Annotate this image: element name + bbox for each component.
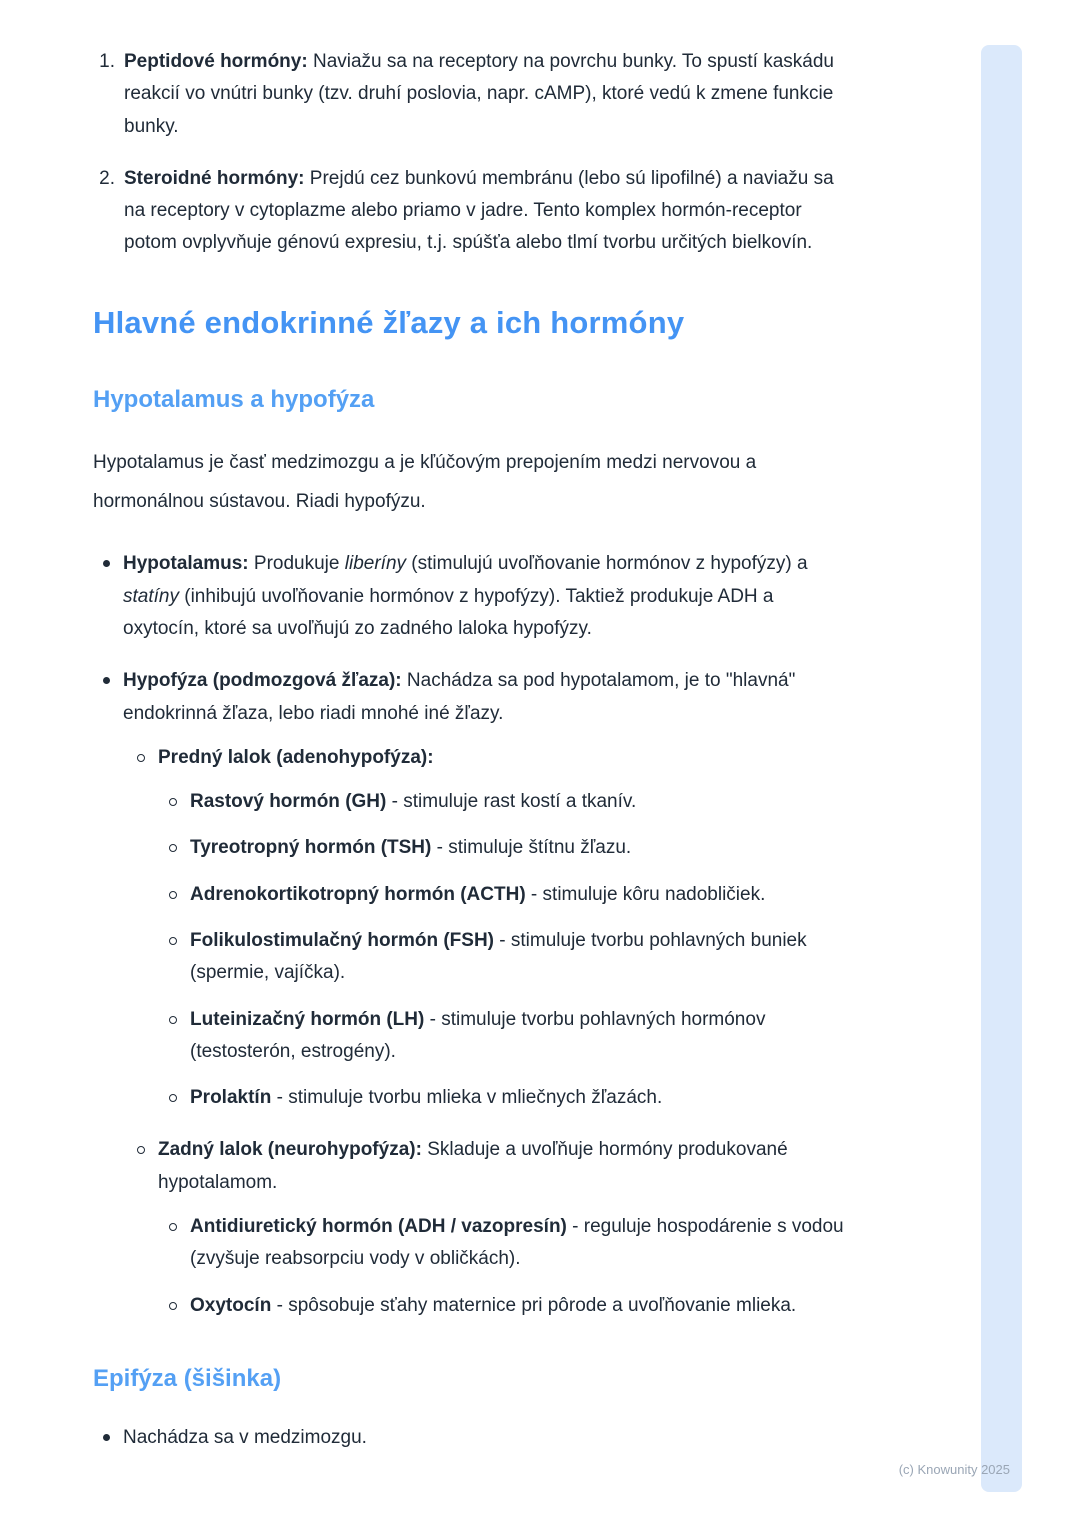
bold-term: Peptidové hormóny: bbox=[124, 51, 308, 72]
subsection-title-pineal: Epifýza (šišinka) bbox=[93, 1364, 282, 1392]
bold-term: Rastový hormón (GH) bbox=[190, 791, 387, 813]
italic-term: liberíny bbox=[344, 553, 407, 575]
bold-term: Predný lalok (adenohypofýza): bbox=[158, 746, 434, 768]
bullet-oxytocin bbox=[93, 1290, 852, 1322]
bullet-pituitary bbox=[93, 665, 852, 730]
text-segment: Skladuje a uvoľňuje hormóny produkované hypotalamom. bbox=[158, 1139, 788, 1193]
bullet-marker bbox=[137, 754, 145, 762]
bold-term: Folikulostimulačný hormón (FSH) bbox=[190, 929, 495, 951]
bold-term: Hypotalamus: bbox=[123, 553, 249, 575]
bold-term: Tyreotropný hormón (TSH) bbox=[190, 837, 432, 859]
bullet-prolactin bbox=[93, 1082, 852, 1114]
text-segment: - stimuluje štítnu žľazu. bbox=[431, 837, 632, 859]
glands-bullet-list bbox=[93, 548, 852, 1322]
list-number: 2. bbox=[99, 167, 115, 189]
footer-copyright: (c) Knowunity 2025 bbox=[898, 1462, 1010, 1477]
bullet-fsh bbox=[93, 925, 852, 990]
bold-term: Prolaktín bbox=[190, 1087, 272, 1109]
text-segment: (inhibujú uvoľňovanie hormónov z hypofýzy). Taktiež produkuje ADH a oxytocín, ktoré sa uvoľňujú zo zadného laloka hypofýzy. bbox=[123, 585, 774, 639]
bullet-text bbox=[190, 1082, 852, 1114]
numbered-item-text bbox=[124, 46, 852, 143]
text-segment: - stimuluje rast kostí a tkanív. bbox=[386, 791, 637, 813]
text-segment: - spôsobuje sťahy maternice pri pôrode a uvoľňovanie mlieka. bbox=[271, 1294, 797, 1316]
bullet-hypothalamus bbox=[93, 548, 852, 645]
bullet-marker bbox=[169, 891, 177, 899]
bullet-text bbox=[158, 1134, 852, 1199]
bullet-tsh bbox=[93, 832, 852, 864]
bullet-acth bbox=[93, 879, 852, 911]
bullet-text bbox=[190, 1211, 852, 1276]
text-segment: - stimuluje tvorbu mlieka v mliečnych žľazách. bbox=[271, 1087, 663, 1109]
bullet-marker bbox=[169, 1016, 177, 1024]
bullet-anterior-lobe bbox=[93, 742, 852, 774]
bullet-marker bbox=[169, 937, 177, 945]
bullet-adh bbox=[93, 1211, 852, 1276]
bullet-marker bbox=[169, 1223, 177, 1231]
bullet-gh bbox=[93, 786, 852, 818]
bold-term: Hypofýza (podmozgová žľaza): bbox=[123, 670, 402, 692]
bullet-pineal-location bbox=[93, 1422, 852, 1454]
text-segment: (stimulujú uvoľňovanie hormónov z hypofýzy) a bbox=[406, 553, 808, 575]
bullet-text: Nachádza sa v medzimozgu. bbox=[123, 1426, 367, 1448]
numbered-item-steroid-hormones bbox=[93, 163, 852, 260]
bullet-text bbox=[190, 879, 852, 911]
bold-term: Adrenokortikotropný hormón (ACTH) bbox=[190, 883, 526, 905]
bullet-text bbox=[190, 925, 852, 990]
bold-term: Steroidné hormóny: bbox=[124, 167, 305, 189]
bullet-text bbox=[190, 1290, 852, 1322]
text-segment: Naviažu sa na receptory na povrchu bunky. To spustí kaskádu reakcií vo vnútri bunky (tzv. druhí poslovia, napr. cAMP), ktoré vedú k zmene funkcie bunky. bbox=[124, 51, 835, 137]
subsection-title-hypothalamus-pituitary: Hypotalamus a hypofýza bbox=[93, 385, 375, 413]
bullet-marker bbox=[103, 677, 110, 684]
bullet-lh bbox=[93, 1004, 852, 1069]
list-number: 1. bbox=[99, 51, 115, 72]
bullet-marker bbox=[169, 798, 177, 806]
text-segment: - stimuluje kôru nadobličiek. bbox=[525, 883, 766, 905]
bullet-text bbox=[123, 548, 852, 645]
bullet-text bbox=[123, 665, 852, 730]
numbered-item-peptide-hormones bbox=[93, 46, 852, 143]
bullet-text bbox=[190, 1004, 852, 1069]
bullet-marker bbox=[137, 1146, 145, 1154]
text-segment: Prejdú cez bunkovú membránu (lebo sú lipofilné) a naviažu sa na receptory v cytoplazme alebo priamo v jadre. Tento komplex hormón-receptor potom ovplyvňuje génovú expresiu, t.j. spúšťa alebo tlmí tvorbu určitých bielkovín. bbox=[124, 167, 834, 254]
bullet-marker bbox=[103, 560, 110, 567]
bullet-text bbox=[158, 742, 852, 774]
bold-term: Luteinizačný hormón (LH) bbox=[190, 1008, 425, 1030]
text-segment: - stimuluje tvorbu pohlavných hormónov (testosterón, estrogény). bbox=[190, 1008, 766, 1062]
bullet-marker bbox=[169, 844, 177, 852]
bold-term: Zadný lalok (neurohypofýza): bbox=[158, 1139, 422, 1161]
text-segment: - reguluje hospodárenie s vodou (zvyšuje reabsorpciu vody v obličkách). bbox=[190, 1216, 844, 1270]
numbered-item-text bbox=[124, 163, 852, 260]
bullet-marker bbox=[103, 1434, 110, 1441]
bold-term: Antidiuretický hormón (ADH / vazopresín) bbox=[190, 1216, 567, 1238]
bullet-posterior-lobe bbox=[93, 1134, 852, 1199]
text-segment: Produkuje bbox=[248, 553, 345, 575]
italic-term: statíny bbox=[123, 585, 179, 607]
text-segment: Nachádza sa pod hypotalamom, je to "hlavná" endokrinná žľaza, lebo riadi mnohé iné žľazy. bbox=[123, 670, 796, 724]
section-title-main-glands: Hlavné endokrinné žľazy a ich hormóny bbox=[93, 304, 685, 340]
intro-paragraph: Hypotalamus je časť medzimozgu a je kľúčovým prepojením medzi nervovou a hormonálnou sústavou. Riadi hypofýzu. bbox=[93, 451, 757, 513]
bullet-text bbox=[190, 832, 852, 864]
bold-term: Oxytocín bbox=[190, 1294, 272, 1316]
bullet-marker bbox=[169, 1302, 177, 1310]
bullet-marker bbox=[169, 1094, 177, 1102]
text-segment: - stimuluje tvorbu pohlavných buniek (spermie, vajíčka). bbox=[190, 929, 807, 984]
bullet-text bbox=[190, 786, 852, 818]
